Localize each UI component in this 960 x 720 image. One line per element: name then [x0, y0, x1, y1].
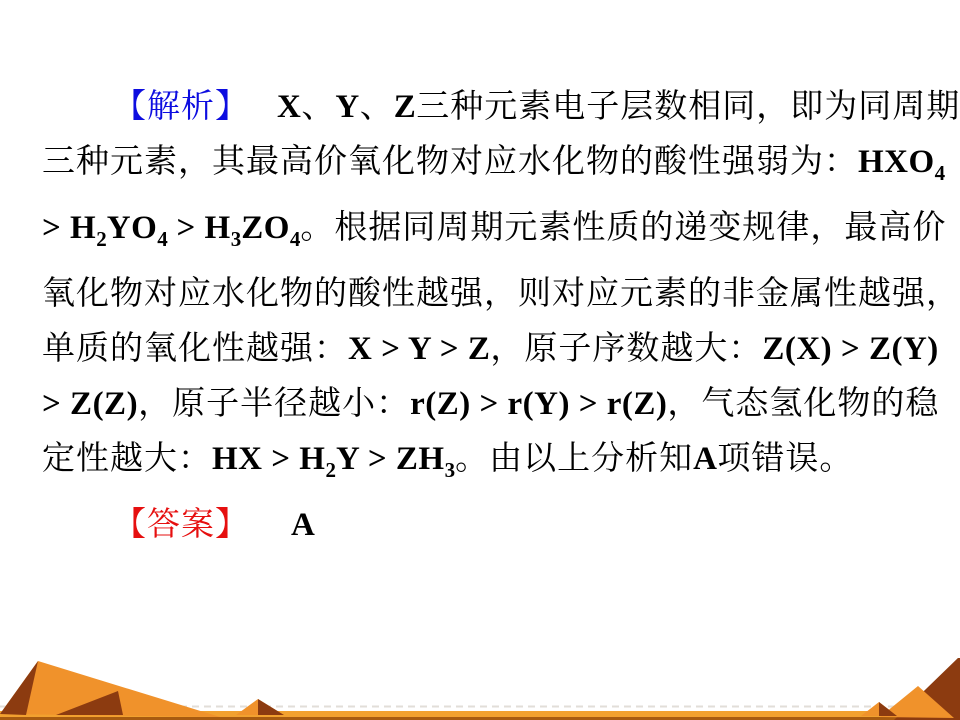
text-line — [42, 432, 930, 498]
text-segment: > H — [167, 210, 231, 246]
text-segment: A — [291, 507, 316, 543]
text-line — [42, 377, 940, 432]
text-line — [42, 80, 960, 135]
text-segment: 、 — [301, 89, 336, 125]
footer-decoration — [0, 658, 960, 720]
text-segment: 。根据同周期元素性质的递变规律，最高价 — [300, 210, 947, 246]
text-segment: 三种元素电子层数相同，即为同周期 — [416, 89, 960, 125]
text-segment: ，原子半径越小： — [138, 386, 411, 422]
text-line — [42, 267, 960, 322]
subscript-text: 3 — [230, 227, 242, 251]
text-segment: YO — [106, 210, 158, 246]
text-segment: HX > H — [212, 441, 326, 477]
subscript-text: 4 — [934, 161, 946, 185]
text-segment: 三种元素，其最高价氧化物对应水化物的酸性强弱为： — [42, 144, 858, 180]
text-segment: 定性越大： — [42, 441, 212, 477]
text-line — [42, 498, 930, 553]
text-segment: ，原子序数越大： — [490, 331, 763, 367]
mountain-triangles-left-icon — [0, 661, 284, 717]
text-segment: r(Z) > r(Y) > r(Z) — [410, 386, 668, 422]
text-segment: 单质的氧化性越强： — [42, 331, 348, 367]
text-segment: Z — [393, 89, 417, 125]
text-segment: 。由以上分析知 — [455, 441, 694, 477]
text-segment: Z(X) > Z(Y) — [762, 331, 939, 367]
text-segment: 氧化物对应水化物的酸性越强，则对应元素的非金属性越强， — [42, 276, 960, 312]
text-segment: Y — [335, 89, 360, 125]
text-segment: X — [277, 89, 302, 125]
text-segment: ，气态氢化物的稳 — [667, 386, 940, 422]
subscript-text: 4 — [289, 227, 301, 251]
text-segment: 项错误。 — [717, 441, 854, 477]
analysis-text — [42, 80, 960, 553]
text-segment: HXO — [858, 144, 935, 180]
text-segment: A — [693, 441, 718, 477]
answer-label: 【答案】 — [113, 507, 249, 543]
subscript-text: 2 — [325, 458, 336, 482]
text-line — [42, 201, 947, 267]
text-segment: 、 — [359, 89, 394, 125]
text-segment: > H — [42, 210, 97, 246]
mountain-triangles-right-icon — [861, 658, 960, 720]
text-line — [42, 135, 946, 201]
text-segment: X > Y > Z — [348, 331, 491, 367]
text-segment: ZO — [241, 210, 290, 246]
subscript-text: 4 — [157, 227, 168, 251]
subscript-text: 3 — [444, 458, 456, 482]
text-segment: Y > ZH — [335, 441, 445, 477]
subscript-text: 2 — [96, 227, 107, 251]
text-segment: > Z(Z) — [42, 386, 139, 422]
analysis-label: 【解析】 — [113, 89, 249, 125]
text-line — [42, 322, 939, 377]
